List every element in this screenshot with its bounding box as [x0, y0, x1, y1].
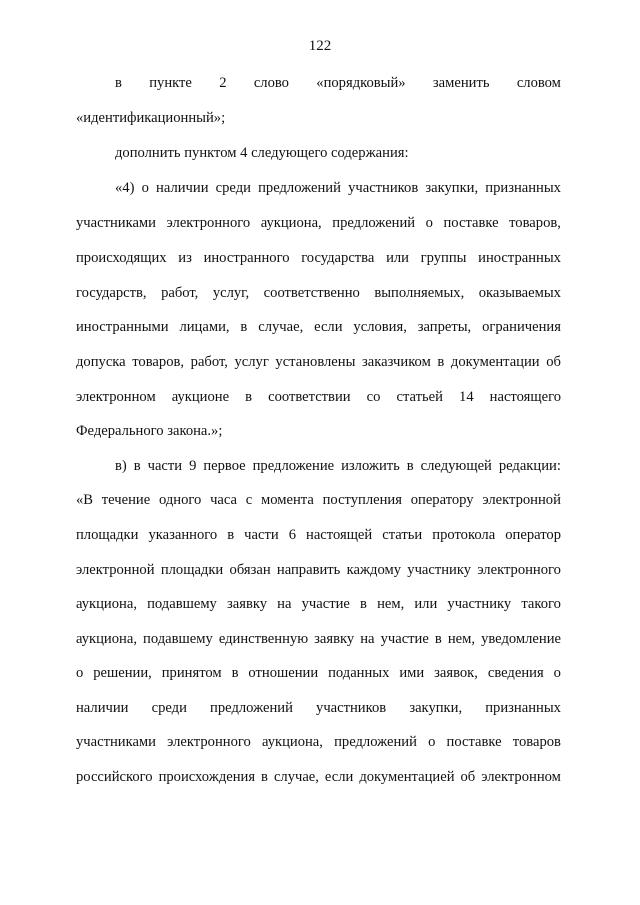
text-line: иностранными лицами, в случае, если условия, запреты, ограничения [76, 319, 561, 335]
text-line: аукциона, подавшему единственную заявку на участие в нем, уведомление [76, 631, 561, 647]
text-line: электронном аукционе в соответствии со статьей 14 настоящего [76, 389, 561, 405]
text-line: происходящих из иностранного государства или группы иностранных [76, 250, 561, 266]
text-line: Федерального закона.»; [76, 423, 223, 439]
text-line: государств, работ, услуг, соответственно выполняемых, оказываемых [76, 285, 561, 301]
text-line: о решении, принятом в отношении поданных ими заявок, сведения о [76, 665, 561, 681]
text-line: в пункте 2 слово «порядковый» заменить словом [115, 75, 561, 91]
text-line: площадки указанного в части 6 настоящей статьи протокола оператор [76, 527, 561, 543]
text-line: дополнить пунктом 4 следующего содержания: [115, 145, 409, 161]
text-line: «идентификационный»; [76, 110, 226, 126]
text-line: наличии среди предложений участников закупки, признанных [76, 700, 561, 716]
text-line: российского происхождения в случае, если документацией об электронном [76, 769, 561, 785]
text-line: участниками электронного аукциона, предложений о поставке товаров, [76, 215, 561, 231]
text-line: участниками электронного аукциона, предложений о поставке товаров [76, 734, 561, 750]
page-number: 122 [308, 38, 332, 54]
text-line: электронной площадки обязан направить каждому участнику электронного [76, 562, 561, 578]
text-line: «В течение одного часа с момента поступления оператору электронной [76, 492, 561, 508]
text-line: аукциона, подавшему заявку на участие в нем, или участнику такого [76, 596, 561, 612]
text-line: «4) о наличии среди предложений участников закупки, признанных [115, 180, 561, 196]
text-line: в) в части 9 первое предложение изложить в следующей редакции: [115, 458, 561, 474]
text-line: допуска товаров, работ, услуг установлены заказчиком в документации об [76, 354, 561, 370]
